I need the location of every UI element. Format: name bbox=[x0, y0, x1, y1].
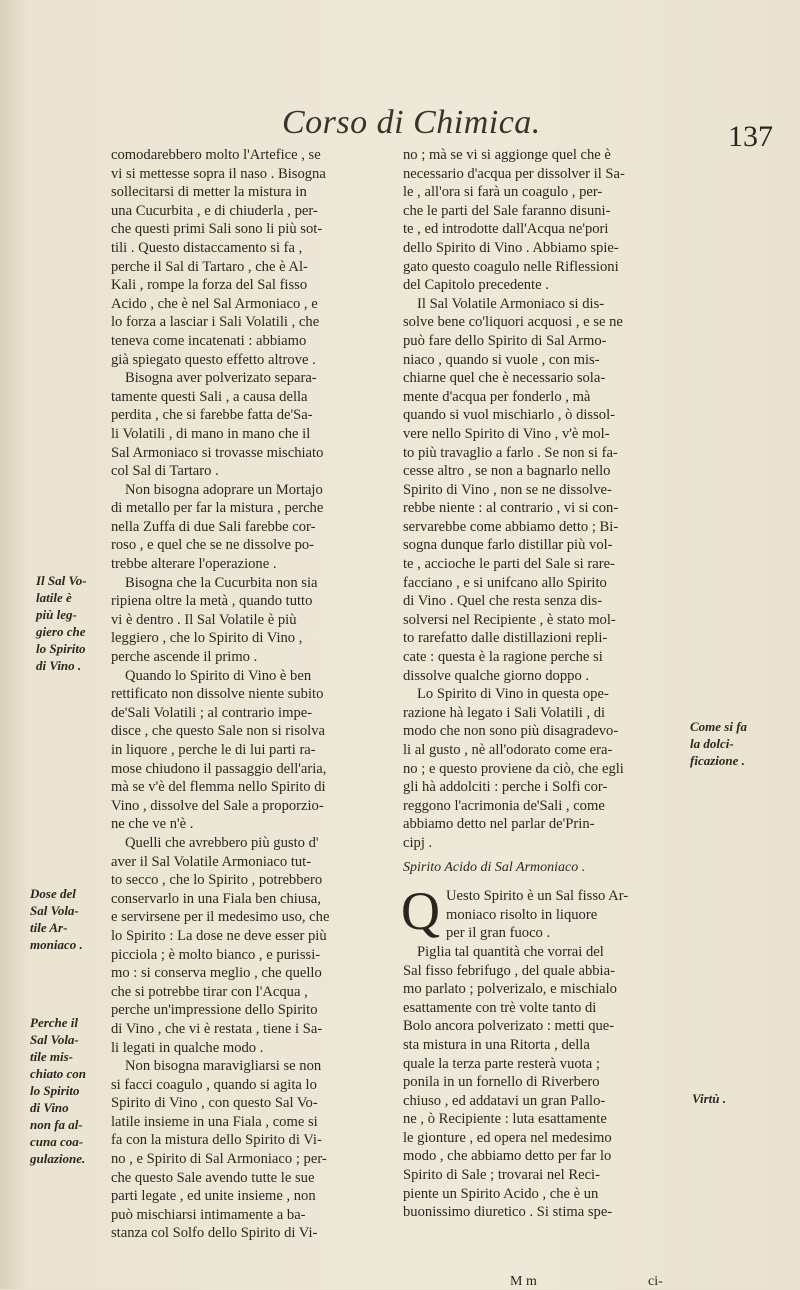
page-number: 137 bbox=[728, 120, 773, 153]
text-line: piente un Spirito Acido , che è un bbox=[403, 1185, 599, 1202]
text-line: Bolo ancora polverizato : metti que- bbox=[403, 1018, 615, 1035]
text-line: no ; mà se vi si aggionge quel che è bbox=[403, 147, 611, 163]
margin-note-line: Dose del bbox=[30, 886, 76, 901]
margin-note-line: giero che bbox=[36, 624, 86, 639]
text-line: sogna dunque farlo distillar più vol- bbox=[403, 537, 613, 554]
text-line: del Capitolo precedente . bbox=[403, 277, 549, 294]
text-line: che questi primi Sali sono li più sot- bbox=[111, 221, 323, 238]
margin-note-3 bbox=[30, 1014, 86, 1167]
paragraph bbox=[111, 146, 383, 369]
text-line: latile insieme in una Fiala , come si bbox=[111, 1113, 318, 1130]
text-line: può fare dello Spirito di Sal Armo- bbox=[403, 332, 607, 349]
paragraph bbox=[403, 943, 681, 1222]
text-line: dello Spirito di Vino . Abbiamo spie- bbox=[403, 239, 619, 256]
margin-note-line: cuna coa- bbox=[30, 1134, 84, 1149]
text-line: cipj . bbox=[403, 834, 433, 851]
text-line: li al gusto , nè all'odorato come era- bbox=[403, 742, 613, 758]
text-line: mo : si conserva meglio , che quello bbox=[111, 965, 322, 982]
text-line: li legati in qualche modo . bbox=[111, 1039, 264, 1056]
text-line: Non bisogna adoprare un Mortajo bbox=[125, 481, 323, 498]
text-line: parti legate , ed unite insieme , non bbox=[111, 1188, 316, 1205]
text-line: Lo Spirito di Vino in questa ope- bbox=[417, 686, 609, 703]
text-line: de'Sali Volatili ; al contrario impe- bbox=[111, 704, 313, 721]
text-line: razione hà legato i Sali Volatili , di bbox=[403, 704, 606, 721]
text-line: in liquore , perche le di lui parti ra- bbox=[111, 742, 316, 758]
text-line: Vino , dissolve del Sale a proporzio- bbox=[111, 797, 324, 814]
text-line: per il gran fuoco . bbox=[446, 925, 551, 942]
text-line: di Vino . Quel che resta senza dis- bbox=[403, 593, 603, 610]
text-line: Spirito di Vino , con questo Sal Vo- bbox=[111, 1095, 318, 1112]
text-line: conservarlo in una Fiala ben chiusa, bbox=[111, 890, 321, 907]
text-line: abbiamo detto nel parlar de'Prin- bbox=[403, 816, 595, 833]
text-line: che questo Sale avendo tutte le sue bbox=[111, 1169, 315, 1186]
text-line: stanza col Solfo dello Spirito di Vi- bbox=[111, 1225, 318, 1242]
text-line: chiarne quel che è necessario sola- bbox=[403, 370, 606, 387]
text-line: to rarefatto dalle distillazioni repli- bbox=[403, 630, 608, 647]
text-line: le gionture , ed opera nel medesimo bbox=[403, 1129, 612, 1146]
margin-note-line: Perche il bbox=[30, 1015, 79, 1030]
margin-note-4 bbox=[690, 718, 747, 769]
text-line: Spirito di Vino , non se ne dissolve- bbox=[403, 481, 612, 498]
margin-note-line: chiato con bbox=[30, 1066, 86, 1081]
margin-note-line: moniaco . bbox=[30, 937, 83, 952]
paragraph bbox=[111, 481, 383, 574]
text-line: Bisogna che la Cucurbita non sia bbox=[125, 574, 318, 591]
margin-note-line: latile è bbox=[36, 590, 72, 605]
text-line: sollecitarsi di metter la mistura in bbox=[111, 184, 307, 201]
paragraph bbox=[403, 295, 681, 685]
text-line: perdita , che si farebbe fatta de'Sa- bbox=[111, 407, 313, 424]
text-line: gato questo coagulo nelle Riflessioni bbox=[403, 258, 619, 275]
margin-note-line: più leg- bbox=[36, 607, 77, 622]
text-line: niaco , quando si vuole , con mis- bbox=[403, 351, 600, 368]
margin-note-line: tile mis- bbox=[30, 1049, 73, 1064]
text-line: perche il Sal di Tartaro , che è Al- bbox=[111, 258, 308, 275]
paragraph bbox=[401, 881, 681, 943]
text-line: no ; e questo proviene da ciò, che egli bbox=[403, 760, 624, 777]
text-line: to secco , che lo Spirito , potrebbero bbox=[111, 872, 323, 889]
text-line: modo che non sono più disagradevo- bbox=[403, 723, 619, 740]
text-line: chiuso , ed addatavi un gran Pallo- bbox=[403, 1092, 606, 1109]
text-line: to più travaglio a farlo . Se non si fa- bbox=[403, 444, 618, 461]
text-line: può mischiarsi intimamente a ba- bbox=[111, 1206, 306, 1223]
right-column bbox=[403, 146, 681, 1222]
text-line: tili . Questo distaccamento si fa , bbox=[111, 239, 303, 256]
text-line: solve bene co'liquori acquosi , e se ne bbox=[403, 314, 623, 331]
text-line: moniaco risolto in liquore bbox=[446, 906, 598, 923]
text-line: li Volatili , di mano in mano che il bbox=[111, 425, 311, 442]
text-line: di Vino , che vi è restata , tiene i Sa- bbox=[111, 1020, 323, 1037]
paragraph bbox=[403, 685, 681, 852]
text-line: vere nello Spirito di Vino , v'è mol- bbox=[403, 425, 610, 442]
text-line: Non bisogna maravigliarsi se non bbox=[125, 1058, 322, 1075]
paragraph bbox=[111, 574, 383, 667]
text-line: di metallo per far la mistura , perche bbox=[111, 500, 324, 517]
text-line: perche un'impressione dello Spirito bbox=[111, 1002, 318, 1019]
margin-note-line: tile Ar- bbox=[30, 920, 68, 935]
text-line: facciano , e si unifcano allo Spirito bbox=[403, 574, 607, 591]
text-line: disce , che questo Sale non si risolva bbox=[111, 723, 325, 740]
text-line: dissolve qualche giorno doppo . bbox=[403, 667, 590, 684]
text-line: mo parlato ; polverizalo, e mischialo bbox=[403, 981, 617, 998]
text-line: roso , e quel che se ne dissolve po- bbox=[111, 537, 315, 554]
text-line: che si potrebbe tirar con l'Acqua , bbox=[111, 983, 308, 1000]
margin-note-line: Il Sal Vo- bbox=[36, 573, 87, 588]
text-line: Sal fisso febrifugo , del quale abbia- bbox=[403, 962, 615, 979]
margin-note-line: Sal Vola- bbox=[30, 903, 79, 918]
margin-note-line: ficazione . bbox=[690, 753, 745, 768]
left-column bbox=[111, 146, 383, 1243]
text-line: mose chiudono il passaggio dell'aria, bbox=[111, 760, 327, 777]
margin-note-line: Virtù . bbox=[692, 1091, 726, 1106]
text-line: buonissimo diuretico . Si stima spe- bbox=[403, 1204, 613, 1221]
text-line: Uesto Spirito è un Sal fisso Ar- bbox=[446, 888, 629, 905]
margin-note-2 bbox=[30, 885, 83, 953]
text-line: ne che ve n'è . bbox=[111, 816, 194, 833]
margin-note-5 bbox=[692, 1090, 726, 1107]
text-line: rebbe niente : al contrario , vi si con- bbox=[403, 500, 619, 517]
text-line: reggono l'acrimonia de'Sali , come bbox=[403, 797, 605, 814]
text-line: lo Spirito : La dose ne deve esser più bbox=[111, 927, 327, 944]
text-line: e servirsene per il medesimo uso, che bbox=[111, 909, 330, 926]
text-line: già spiegato questo effetto altrove . bbox=[111, 351, 316, 368]
text-line: te , accioche le parti del Sale si rare- bbox=[403, 556, 615, 573]
text-line: tamente questi Sali , a causa della bbox=[111, 388, 308, 405]
text-line: si facci coagulo , quando si agita lo bbox=[111, 1076, 317, 1093]
text-line: cesse altro , se non a bagnarlo nello bbox=[403, 463, 611, 480]
text-line: Sal Armoniaco si trovasse mischiato bbox=[111, 444, 324, 461]
text-line: rettificato non dissolve niente subito bbox=[111, 686, 324, 703]
text-line: ne , ò Recipiente : luta esattamente bbox=[403, 1111, 607, 1128]
text-line: Quando lo Spirito di Vino è ben bbox=[125, 667, 312, 684]
text-line: solversi nel Recipiente , è stato mol- bbox=[403, 611, 616, 628]
text-line: vi si mettesse sopra il naso . Bisogna bbox=[111, 165, 326, 182]
text-line: sta mistura in una Ritorta , della bbox=[403, 1036, 590, 1053]
margin-note-line: Sal Vola- bbox=[30, 1032, 79, 1047]
text-line: modo , che abbiamo detto per far lo bbox=[403, 1148, 612, 1165]
text-line: perche ascende il primo . bbox=[111, 649, 258, 666]
paragraph bbox=[111, 667, 383, 834]
catchword: ci- bbox=[648, 1274, 663, 1289]
text-line: col Sal di Tartaro . bbox=[111, 463, 219, 480]
paragraph bbox=[403, 146, 681, 295]
text-line: te , ed introdotte dall'Acqua ne'pori bbox=[403, 221, 609, 238]
running-head: Corso di Chimica. bbox=[282, 104, 541, 141]
text-line: nella Zuffa di due Sali farebbe cor- bbox=[111, 518, 316, 535]
text-line: servarebbe come abbiamo detto ; Bi- bbox=[403, 518, 619, 535]
text-line: mente d'acqua per fonderlo , mà bbox=[403, 388, 591, 405]
margin-note-line: di Vino bbox=[30, 1100, 69, 1115]
text-line: picciola ; è molto bianco , e purissi- bbox=[111, 946, 321, 963]
text-line: fa con la mistura dello Spirito di Vi- bbox=[111, 1132, 322, 1149]
text-line: teneva come incatenati : abbiamo bbox=[111, 332, 307, 349]
text-line: le , all'ora si farà un coagulo , per- bbox=[403, 184, 603, 201]
text-line: vi è dentro . Il Sal Volatile è più bbox=[111, 611, 297, 628]
text-line: no , e Spirito di Sal Armoniaco ; per- bbox=[111, 1151, 327, 1168]
paragraph bbox=[111, 369, 383, 481]
margin-note-line: lo Spirito bbox=[30, 1083, 80, 1098]
text-line: trebbe alterare l'operazione . bbox=[111, 556, 277, 573]
text-line: Kali , rompe la forza del Sal fisso bbox=[111, 277, 308, 294]
text-line: Bisogna aver polverizato separa- bbox=[125, 370, 317, 387]
text-line: comodarebbero molto l'Artefice , se bbox=[111, 147, 321, 163]
margin-note-line: non fa al- bbox=[30, 1117, 83, 1132]
text-line: lo forza a lasciar i Sali Volatili , che bbox=[111, 314, 320, 331]
text-line: Quelli che avrebbero più gusto d' bbox=[125, 834, 319, 851]
margin-note-line: Come si fa bbox=[690, 719, 748, 734]
text-line: una Cucurbita , e di chiuderla , per- bbox=[111, 202, 318, 219]
text-line: mà se v'è del flemma nello Spirito di bbox=[111, 779, 326, 796]
text-line: aver il Sal Volatile Armoniaco tut- bbox=[111, 853, 312, 870]
text-line: leggiero , che lo Spirito di Vino , bbox=[111, 630, 303, 647]
text-line: Il Sal Volatile Armoniaco si dis- bbox=[417, 295, 605, 312]
section-title: Spirito Acido di Sal Armoniaco . bbox=[403, 859, 586, 875]
margin-note-line: gulazione. bbox=[30, 1151, 86, 1166]
margin-note-1 bbox=[36, 572, 87, 674]
paragraph bbox=[111, 1057, 383, 1243]
text-line: Spirito di Sale ; trovarai nel Reci- bbox=[403, 1167, 600, 1184]
margin-note-line: lo Spirito bbox=[36, 641, 86, 656]
text-line: necessario d'acqua per dissolver il Sa- bbox=[403, 165, 625, 182]
text-line: gli hà addolciti : perche i Solfi cor- bbox=[403, 779, 608, 796]
text-line: Acido , che è nel Sal Armoniaco , e bbox=[111, 295, 318, 312]
signature-mark: M m bbox=[510, 1274, 537, 1289]
text-line: esattamente con trè volte tanto di bbox=[403, 999, 597, 1016]
text-line: che le parti del Sale faranno disuni- bbox=[403, 202, 611, 219]
margin-note-line: di Vino . bbox=[36, 658, 82, 673]
text-line: ripiena oltre la metà , quando tutto bbox=[111, 593, 313, 610]
text-line: cate : questa è la ragione perche si bbox=[403, 649, 603, 666]
text-line: quale la terza parte resterà vuota ; bbox=[403, 1055, 600, 1072]
paragraph bbox=[111, 834, 383, 1057]
text-line: quando si vuol mischiarlo , ò dissol- bbox=[403, 407, 616, 424]
margin-note-line: la dolci- bbox=[690, 736, 734, 751]
text-line: ponila in un fornello di Riverbero bbox=[403, 1074, 600, 1091]
text-line: Piglia tal quantità che vorrai del bbox=[417, 943, 604, 960]
drop-cap: Q bbox=[401, 881, 440, 942]
